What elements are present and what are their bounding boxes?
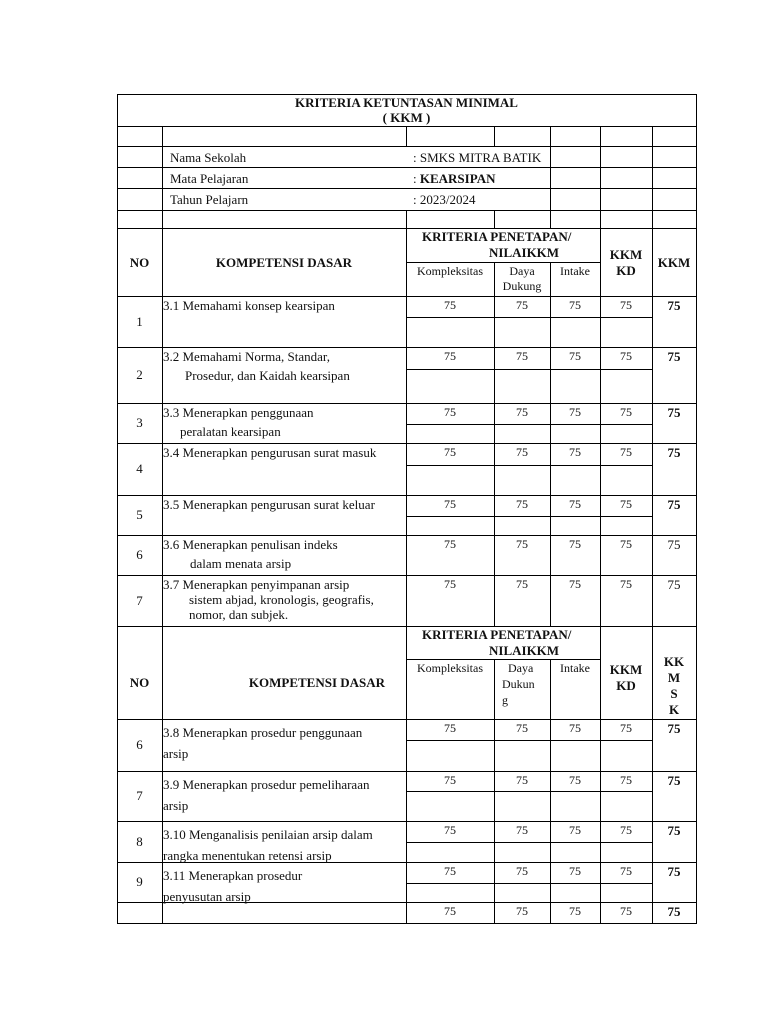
header2-kkm-kd-2: KD: [616, 678, 636, 693]
doc-title-abbrev: ( KKM ): [382, 110, 431, 125]
value-kompleksitas: 75: [444, 823, 456, 837]
value-kompleksitas: 75: [444, 904, 456, 918]
grid-line: [494, 126, 495, 147]
row-number: 6: [136, 547, 143, 562]
grid-line: [117, 126, 697, 127]
value-daya-dukung: 75: [516, 405, 528, 419]
header-no: NO: [129, 255, 150, 270]
grid-line: [550, 126, 551, 229]
value-daya-dukung: 75: [516, 773, 528, 787]
value-kkm-kd: 75: [620, 773, 632, 787]
grid-line: [406, 659, 601, 660]
row-number: 3: [136, 415, 143, 430]
header2-kkm-4: K: [668, 702, 680, 717]
header-kkm: KKM: [657, 255, 691, 270]
grid-line: [406, 842, 653, 843]
kompetensi-dasar-line: 3.9 Menerapkan prosedur pemeliharaan: [163, 777, 370, 792]
kompetensi-dasar-line: sistem abjad, kronologis, geografis,: [189, 592, 374, 607]
value-kkm-kd: 75: [620, 445, 632, 459]
grid-line: [117, 403, 697, 404]
grid-line: [117, 167, 697, 168]
row-number: 7: [136, 592, 143, 608]
header-kompetensi-dasar: KOMPETENSI DASAR: [215, 255, 353, 270]
kompetensi-dasar-line: 3.3 Menerapkan penggunaan: [163, 405, 314, 420]
grid-line: [696, 94, 697, 924]
year-label: Tahun Pelajarn: [170, 192, 249, 207]
grid-line: [162, 902, 163, 924]
value-daya-dukung: 75: [516, 445, 528, 459]
value-kompleksitas: 75: [444, 721, 456, 735]
grid-line: [117, 535, 697, 536]
header-daya: Daya: [509, 264, 535, 278]
grid-line: [406, 791, 653, 792]
grid-line: [117, 443, 697, 444]
grid-line: [117, 575, 697, 576]
grid-line: [406, 465, 653, 466]
grid-line: [117, 188, 697, 189]
grid-line: [162, 626, 163, 720]
kompetensi-dasar-line: 3.11 Menerapkan prosedur: [163, 868, 303, 883]
header2-intake: Intake: [560, 661, 590, 675]
value-intake: 75: [569, 445, 581, 459]
grid-line: [117, 146, 697, 147]
row-number: 8: [136, 833, 143, 849]
grid-line: [117, 923, 697, 924]
value-intake: 75: [569, 497, 581, 511]
value-kkm: 75: [667, 864, 681, 879]
header-kkm-kd-2: KD: [616, 263, 636, 278]
value-intake: 75: [569, 823, 581, 837]
header2-kkm-1: KK: [663, 654, 685, 669]
value-daya-dukung: 75: [516, 349, 528, 363]
subject-name: KEARSIPAN: [419, 171, 496, 186]
school-value: : SMKS MITRA BATIK: [413, 150, 542, 165]
value-daya-dukung: 75: [516, 497, 528, 511]
kompetensi-dasar-line: rangka menentukan retensi arsip: [163, 848, 332, 863]
school-label: Nama Sekolah: [170, 150, 247, 165]
subject-value: [413, 171, 495, 187]
grid-line: [406, 740, 653, 741]
kompetensi-dasar-line: arsip: [163, 798, 189, 813]
grid-line: [406, 228, 407, 297]
value-kkm: 75: [667, 721, 681, 736]
value-intake: 75: [569, 405, 581, 419]
value-kkm-kd: 75: [620, 405, 632, 419]
grid-line: [406, 210, 407, 229]
grid-line: [406, 369, 653, 370]
grid-line: [494, 210, 495, 229]
value-intake: 75: [569, 904, 581, 918]
value-kkm: 75: [667, 904, 681, 919]
value-kkm: 75: [667, 823, 681, 838]
kompetensi-dasar-line: 3.10 Menganalisis penilaian arsip dalam: [163, 827, 373, 842]
row-number: 7: [136, 788, 143, 803]
header2-kkm-3: S: [670, 686, 678, 701]
grid-line: [117, 210, 697, 211]
header2-no: NO: [129, 675, 150, 690]
grid-line: [117, 495, 697, 496]
header-nilaikkm: NILAIKKM: [489, 245, 560, 260]
year-value: : 2023/2024: [413, 192, 476, 207]
grid-line: [406, 317, 653, 318]
header2-dukun: Dukun: [502, 677, 535, 691]
value-kkm-kd: 75: [620, 497, 632, 511]
header-dukung: Dukung: [502, 279, 542, 293]
value-kkm: 75: [667, 405, 681, 420]
value-kompleksitas: 75: [444, 298, 456, 312]
grid-line: [406, 262, 601, 263]
value-kkm-kd: 75: [620, 537, 632, 551]
grid-line: [117, 821, 697, 822]
value-kkm-kd: 75: [620, 349, 632, 363]
subject-colon: :: [413, 171, 420, 186]
kompetensi-dasar-line: 3.1 Memahami konsep kearsipan: [163, 298, 335, 313]
kompetensi-dasar-line: Prosedur, dan Kaidah kearsipan: [185, 368, 350, 383]
value-kompleksitas: 75: [444, 537, 456, 551]
doc-title: KRITERIA KETUNTASAN MINIMAL: [295, 95, 518, 110]
value-kkm-kd: 75: [620, 864, 632, 878]
value-intake: 75: [569, 349, 581, 363]
header2-kkm-2: M: [667, 670, 681, 685]
grid-line: [406, 126, 407, 147]
value-intake: 75: [569, 537, 581, 551]
value-daya-dukung: 75: [516, 537, 528, 551]
value-daya-dukung: 75: [516, 823, 528, 837]
value-kompleksitas: 75: [444, 577, 456, 591]
value-kkm: 75: [667, 537, 681, 552]
value-intake: 75: [569, 864, 581, 878]
grid-line: [162, 126, 163, 229]
row-number: 4: [136, 461, 143, 476]
grid-line: [600, 126, 601, 229]
value-daya-dukung: 75: [516, 577, 528, 591]
kompetensi-dasar-line: arsip: [163, 746, 189, 761]
row-number: 5: [136, 507, 143, 522]
value-intake: 75: [569, 721, 581, 735]
kompetensi-dasar-line: 3.6 Menerapkan penulisan indeks: [163, 537, 338, 552]
grid-line: [406, 516, 653, 517]
kompetensi-dasar-line: 3.5 Menerapkan pengurusan surat keluar: [163, 497, 375, 512]
header-kkm-kd: KKM: [609, 247, 643, 262]
value-intake: 75: [569, 773, 581, 787]
row-number: 1: [136, 313, 143, 329]
value-kkm: 75: [667, 497, 681, 512]
header2-kkm-kd: KKM: [609, 662, 643, 677]
grid-line: [117, 771, 697, 772]
header-kompleksitas: Kompleksitas: [417, 264, 483, 278]
value-kkm: 75: [667, 577, 681, 592]
value-kompleksitas: 75: [444, 497, 456, 511]
header2-kompleksitas: Kompleksitas: [417, 661, 483, 675]
grid-line: [117, 347, 697, 348]
header2-kompetensi-dasar: KOMPETENSI DASAR: [248, 675, 386, 690]
kompetensi-dasar-line: peralatan kearsipan: [180, 424, 281, 439]
kompetensi-dasar-line: 3.7 Menerapkan penyimpanan arsip: [163, 577, 350, 592]
value-kkm: 75: [667, 445, 681, 460]
value-kkm-kd: 75: [620, 904, 632, 918]
header-intake: Intake: [560, 264, 590, 278]
value-kkm: 75: [667, 298, 681, 313]
header2-daya: Daya: [508, 661, 534, 675]
value-daya-dukung: 75: [516, 864, 528, 878]
value-kompleksitas: 75: [444, 349, 456, 363]
kompetensi-dasar-line: dalam menata arsip: [190, 556, 292, 571]
header2-kriteria: KRITERIA PENETAPAN/: [422, 627, 572, 642]
subject-label: Mata Pelajaran: [170, 171, 249, 186]
value-intake: 75: [569, 577, 581, 591]
grid-line: [117, 228, 697, 229]
value-daya-dukung: 75: [516, 298, 528, 312]
kompetensi-dasar-line: 3.2 Memahami Norma, Standar,: [163, 349, 330, 364]
value-kkm: 75: [667, 773, 681, 788]
grid-line: [117, 296, 697, 297]
value-kompleksitas: 75: [444, 773, 456, 787]
kompetensi-dasar-line: penyusutan arsip: [163, 889, 251, 904]
row-number: 2: [136, 367, 143, 382]
row-number: 6: [136, 737, 143, 752]
kompetensi-dasar-line: 3.4 Menerapkan pengurusan surat masuk: [163, 445, 377, 460]
header2-g: g: [502, 693, 508, 707]
value-kompleksitas: 75: [444, 445, 456, 459]
grid-line: [494, 659, 495, 720]
grid-line: [406, 883, 653, 884]
value-kkm-kd: 75: [620, 823, 632, 837]
value-kkm-kd: 75: [620, 577, 632, 591]
value-kkm: 75: [667, 349, 681, 364]
kompetensi-dasar-line: 3.8 Menerapkan prosedur penggunaan: [163, 725, 363, 740]
header2-nilaikkm: NILAIKKM: [489, 643, 560, 658]
kompetensi-dasar-line: nomor, dan subjek.: [189, 607, 289, 622]
value-daya-dukung: 75: [516, 721, 528, 735]
header-kriteria: KRITERIA PENETAPAN/: [422, 229, 572, 244]
grid-line: [117, 626, 697, 627]
value-kompleksitas: 75: [444, 405, 456, 419]
grid-line: [652, 126, 653, 229]
value-kkm-kd: 75: [620, 298, 632, 312]
value-kkm-kd: 75: [620, 721, 632, 735]
grid-line: [406, 424, 653, 425]
row-number: 9: [136, 874, 143, 889]
value-daya-dukung: 75: [516, 904, 528, 918]
grid-line: [117, 719, 697, 720]
value-kompleksitas: 75: [444, 864, 456, 878]
value-intake: 75: [569, 298, 581, 312]
